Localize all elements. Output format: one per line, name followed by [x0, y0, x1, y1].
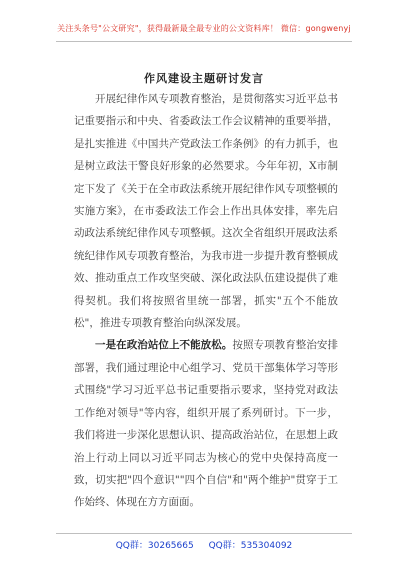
footer-divider: [56, 533, 352, 534]
footer-contact: [0, 538, 408, 551]
paragraph-intro-text: 开展纪律作风专项教育整治，是贯彻落实习近平总书记重要指示和中央、省委政法工作会议精神的重要举措，是扎实推进《中国共产党政法工作条例》的有力抓手，也是树立政法干警良好形象的必然要求。今年年初，X市制定下发了《关于在全市政法系统开展纪律作风专项整顿的实施方案》，在市委政法工作会上作出具体安排，率先启动政法系统纪律作风专项整顿。这次全省组织开展政法系统纪律作风专项教育整治，为我市进一步提升教育整顿成效、推动重点工作攻坚突破、深化政法队伍建设提供了难得契机。我们将按照省里统一部署，抓实"五个不能放松"，推进专项教育整治向纵深发展。: [74, 93, 338, 330]
paragraph-intro: [74, 88, 338, 334]
paragraph-point-one: [74, 334, 338, 513]
document-body: [74, 88, 338, 514]
footer-qq-group-2: QQ群：535304092: [208, 541, 293, 551]
paragraph-point-one-lead: 一是在政治站位上不能放松。: [95, 339, 233, 352]
paragraph-point-one-text: 按照专项教育整治安排部署，我们通过理论中心组学习、党员干部集体学习等形式围绕"学习习近平总书记重要指示要求，坚持党对政法工作绝对领导"等内容，组织开展了系列研讨。下一步，我们将进一步深化思想认识、提高政治站位，在思想上政治上行动上同以习近平同志为核心的党中央保持高度一致，切实把"四个意识""四个自信"和"两个维护"贯穿于工作始终、体现在方方面面。: [74, 339, 339, 509]
footer-qq-group-1: QQ群：30265665: [115, 541, 194, 551]
header-banner: 关注头条号"公文研究"，获得最新最全最专业的公文资料库！ 微信：gongwenyj: [57, 24, 351, 33]
document-title: 作风建设主题研讨发言: [144, 72, 264, 85]
header-divider: [56, 41, 352, 42]
